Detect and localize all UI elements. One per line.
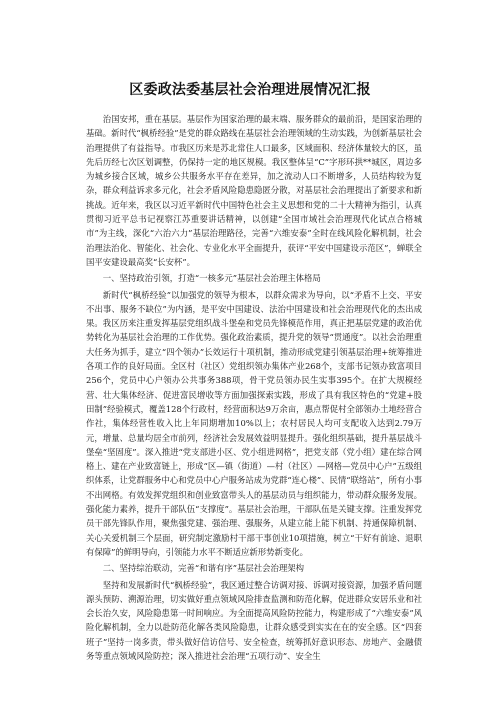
section-2-paragraph: 坚持和发展新时代“枫桥经验”，我区通过整合访调对接、诉调对接资源，加强矛盾问题源头预防、溯源治理，切实做好重点领域风险排查监测和防范化解，促进群众安居乐业和社会长治久安，风险隐患第一时间响应。为全面提高风险防控能力，构建形成了“六维安泰”风险化解机制，全力以赴防范化解各类风险隐患，让群众感受到实实在在的安全感。区“四套班子”坚持一岗多责，带头做好信访信号、安全检查，统筹抓好意识形态、房地产、金融债务等重点领域风险防控；深入推进社会治理“五项行动”、安全生 — [86, 579, 422, 661]
section-1-paragraph: 新时代“枫桥经验”以加强党的领导为根本，以群众需求为导向，以“矛盾不上交、平安不出事、服务不缺位”为内涵，是平安中国建设、法治中国建设和社会治理现代化的杰出成果。我区历来注重发挥基层党组织战斗堡垒和党员先锋模范作用，真正把基层党建的政治优势转化为基层社会治理的工作优势。强化政治素质，提升党的领导“贯通度”。以社会治理重大任务为抓手，建立“四个领办”长效运行十项机制，推动形成党建引领基层治理+统筹推进各项工作的良好局面。全区村（社区）党组织领办集体产业268个，支部书记领办致富项目256个，党员中心户领办公共事务388项，骨干党员领办民生实事395个。在扩大规模经营、壮大集体经济、促进富民增收等方面加强探索实践，形成了具有我区特色的“党建+股田制”经验模式，覆盖128个行政村，经营面积达9万余亩，惠点帮促村全部领办土地经营合作社，集体经营性收入比上年同期增加10%以上；农村居民人均可支配收入达到2.79万元，增量、总量均居全市前列，经济社会发展效益明显提升。强化组织基础，提升基层战斗堡垒“坚固度”。深入推进“党支部进小区、党小组进网格”，把党支部（党小组）建在综合网格上、建在产业致富链上，形成“区—镇（街道）—村（社区）—网格—党员中心户”五级组织体系，让党群服务中心和党员中心户服务站成为党群“连心楼”、民情“联络站”，所有小事不出网格。有效发挥党组织和创业致富带头人的基层动员与组织能力，带动群众服务发展。强化能力素养，提升干部队伍“支撑度”。基层社会治理，干部队伍是关键支撑。注重发挥党员干部先锋队作用，聚焦强党建、强治理、强服务，从建立能上能下机制、持通保障机制、关心关爱机制三个层面，研究制定激励村干部干事创业10项措施，树立“干好有前途、退职有保障”的鲜明导向，引领能力水平不断适应新形势新变化。 — [86, 289, 422, 557]
section-heading-1: 一、坚持政治引领，打造“一核多元”基层社会治理主体格局 — [102, 273, 321, 284]
intro-paragraph: 治国安邦，重在基层。基层作为国家治理的最末端、服务群众的最前沿，是国家治理的基础。新时代“枫桥经验”是党的群众路线在基层社会治理领域的生动实践，为创新基层社会治理提供了有益指导。市我区历来是苏北常住人口最多，区域面积、经济体量较大的区，虽先后历经七次区划调整，仍保持一定的地区规模。我区整体呈“C”字形环拱**城区，周边多为城乡接合区域，城乡公共服务水平存在差异，加之流动人口不断增多，人员结构较为复杂，群众利益诉求多元化，社会矛盾风险隐患隐匿分散，对基层社会治理提出了新要求和新挑战。近年来，我区以习近平新时代中国特色社会主义思想和党的二十大精神为指引，认真贯彻习近平总书记视察江苏重要讲话精神，以创建“全国市域社会治理现代化试点合格城市”为主线，深化“六治六力”基层治理路径，完善“六维安泰”全时在线风险化解机制，社会治理法治化、智能化、社会化、专业化水平全面提升，获评“平安中国建设示范区”，蝉联全国平安建设最高奖“长安杯”。 — [86, 114, 422, 267]
section-heading-2: 二、坚持综治联动，完善“和谐有序”基层社会治理架构 — [102, 563, 304, 574]
document-body — [86, 112, 422, 665]
document-title: 区委政法委基层社会治理进展情况汇报 — [129, 82, 371, 98]
